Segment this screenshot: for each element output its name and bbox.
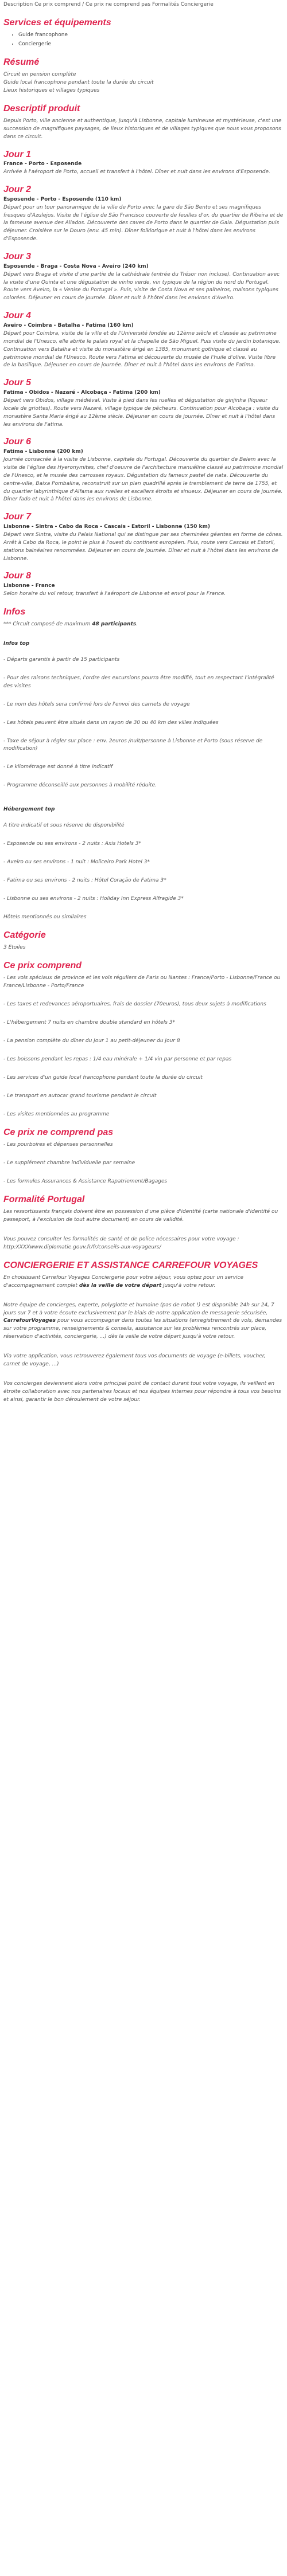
infos-top-list bbox=[3, 656, 284, 790]
day-route: France - Porto - Esposende bbox=[3, 161, 82, 167]
conciergerie-intro-suffix: jusqu'à votre retour. bbox=[161, 1282, 216, 1289]
excludes-title: Ce prix ne comprend pas bbox=[3, 1127, 114, 1137]
infos-top-item: - Programme déconseillé aux personnes à mobilité réduite. bbox=[3, 782, 157, 789]
day-text: Journée consacrée à la visite de Lisbonne, capitale du Portugal. Découverte du quartier de Belem avec la visite de l'église des Hyeronymites, chef d'oeuvre de l'architecture manuéline classé au patrimoine mondial de l'Unesco, et le musée des carrosses royaux. Dégustation du fameux pastel de nata. Découverte du centre-ville, Baixa Pombalina, reconstruit sur un plan quadrillé après le tremblement de terre de 1755, et du quartier labyrinthique d'Alfama aux ruelles et escaliers étroits et sinueux. Déjeuner en cours de journée. Dîner fado et nuit à l'hôtel dans les environs de Lisbonne. bbox=[3, 456, 284, 503]
formalites-identity: Les ressortissants français doivent être en possession d'une pièce d'identité (carte nationale d'identité ou passeport, à l'exclusion de tout autre document) en cours de validité. bbox=[3, 1208, 278, 1223]
includes-item: - Le transport en autocar grand tourisme pendant le circuit bbox=[3, 1093, 157, 1099]
includes-item: - La pension complète du dîner du Jour 1 au petit-déjeuner du Jour 8 bbox=[3, 1038, 180, 1044]
includes-item: - L'hébergement 7 nuits en chambre double standard en hôtels 3* bbox=[3, 1019, 175, 1025]
hotel-list bbox=[3, 840, 284, 903]
infos-top-item: - Pour des raisons techniques, l'ordre des excursions pourra être modifié, tout en respectant l'intégralité des visites bbox=[3, 675, 274, 689]
hotel-top-title: Hébergement top bbox=[3, 807, 55, 813]
conciergerie-app-name: CarrefourVoyages bbox=[3, 1318, 56, 1324]
resume-line: Lieux historiques et villages typiques bbox=[3, 88, 100, 94]
formalites-title: Formalité Portugal bbox=[3, 1194, 85, 1204]
day-route: Lisbonne - France bbox=[3, 582, 55, 589]
excludes-item: - Le supplément chambre individuelle par semaine bbox=[3, 1160, 135, 1166]
infos-participants bbox=[3, 621, 284, 629]
conciergerie-title: CONCIERGERIE ET ASSISTANCE CARREFOUR VOYAGES bbox=[3, 1260, 258, 1270]
infos-participants-prefix: *** Circuit composé de maximum bbox=[3, 621, 92, 627]
day-title: Jour 8 bbox=[3, 571, 32, 581]
conciergerie-team-suffix: pour vous accompagner dans toutes les situations (enregistrement de vols, demandes sur votre programme, renseignements & conseils, assistance sur les problèmes rencontrés sur place, réservation d'activités, conciergerie, ...) dès la veille de votre départ jusqu'à votre retour. bbox=[3, 1318, 282, 1340]
excludes-item: - Les formules Assurances & Assistance Rapatriement/Bagages bbox=[3, 1178, 168, 1184]
day-title: Jour 7 bbox=[3, 512, 32, 522]
day-route: Lisbonne - Sintra - Cabo da Roca - Cascais - Estoril - Lisbonne (150 km) bbox=[3, 523, 210, 530]
itinerary bbox=[3, 150, 284, 598]
infos-top-item: - Le nom des hôtels sera confirmé lors de l'envoi des carnets de voyage bbox=[3, 701, 190, 707]
resume-title: Résumé bbox=[3, 57, 40, 67]
formalites-health-link[interactable]: Vous pouvez consulter les formalités de santé et de police nécessaires pour votre voyage : http:XXXXwww.diplomatie.gouv.fr/fr/conseils-aux-voyageurs/ bbox=[3, 1236, 239, 1250]
infos-participants-suffix: . bbox=[136, 621, 138, 627]
day-text: Départ pour un tour panoramique de la ville de Porto avec la gare de São Bento et ses magnifiques fresques d'Azulejos. Visite de l'église de São Francisco couverte de feuilles d'or, du quartier de Ribeira et de la fameuse avenue des Aliados. Découverte des caves de Porto dans le quartier de Gaia. Dégustation puis déjeuner. Croisière sur le Douro (env. 45 min). Dîner folklorique et nuit à l'hôtel dans les environs d'Esposende. bbox=[3, 204, 284, 242]
hotel-item: - Esposende ou ses environs - 2 nuits : Axis Hotels 3* bbox=[3, 841, 141, 847]
infos-top-item: - Le kilométrage est donné à titre indicatif bbox=[3, 764, 113, 770]
conciergerie-contact: Vos concierges deviennent alors votre principal point de contact durant tout votre voyage, ils veillent en étroite collaboration avec nos partenaires locaux et nos équipes internes pour répondre à tous vos besoins et ainsi, garantir le bon déroulement de votre séjour. bbox=[3, 1381, 281, 1403]
service-item: • Guide francophone bbox=[18, 32, 284, 40]
hotel-item: - Lisbonne ou ses environs - 2 nuits : Holiday Inn Express Alfragide 3* bbox=[3, 895, 184, 902]
infos-participants-count: 48 participants bbox=[92, 621, 137, 627]
day-text: Départ pour Coimbra, visite de la ville et de l'Université fondée au 12ème siècle et classée au patrimoine mondial de l'Unesco, elle abrite le palais royal et la chapelle de São Miguel. Puis visite du jardin botanique. Continuation vers Batalha et visite du monastère érigé en 1385, monument gothique et classé au patrimoine mondial de l'Unesco. Route vers Fatima et découverte du musée de l'huile d'olive. Visite libre de la basilique. Déjeuner en cours de journée. Dîner et nuit à l'hôtel dans les environs de Fatima. bbox=[3, 330, 281, 369]
services-title: Services et équipements bbox=[3, 17, 111, 28]
day-title: Jour 3 bbox=[3, 252, 32, 262]
day-route: Esposende - Braga - Costa Nova - Aveiro (240 km) bbox=[3, 263, 149, 269]
resume-block bbox=[3, 71, 284, 95]
resume-line: Circuit en pension complète bbox=[3, 72, 76, 78]
day-title: Jour 1 bbox=[3, 150, 32, 159]
includes-item: - Les boissons pendant les repas : 1/4 eau minérale + 1/4 vin par personne et par repas bbox=[3, 1056, 232, 1062]
services-list bbox=[3, 32, 284, 49]
conciergerie-team-prefix: Notre équipe de concierges, experte, polyglotte et humaine (pas de robot !) est disponible 24h sur 24, 7 jours sur 7 et à votre écoute exclusivement par le biais de notre application de messagerie sécurisée, bbox=[3, 1302, 274, 1316]
infos-top-item: - Taxe de séjour à régler sur place : env. 2euros /nuit/personne à Lisbonne et Porto (sous réserve de modification) bbox=[3, 738, 263, 752]
day-route: Aveiro - Coimbra - Batalha - Fatima (160 km) bbox=[3, 322, 134, 328]
infos-title: Infos bbox=[3, 606, 26, 617]
hotel-note: Hôtels mentionnés ou similaires bbox=[3, 914, 87, 920]
day-route: Esposende - Porto - Esposende (110 km) bbox=[3, 196, 122, 202]
excludes-item: - Les pourboires et dépenses personnelles bbox=[3, 1141, 113, 1148]
day-title: Jour 2 bbox=[3, 185, 32, 195]
includes-item: - Les visites mentionnées au programme bbox=[3, 1111, 110, 1117]
conciergerie-intro-highlight: dès la veille de votre départ bbox=[79, 1282, 162, 1289]
includes-list bbox=[3, 974, 284, 1118]
day-route: Fatima - Lisbonne (200 km) bbox=[3, 448, 83, 455]
day-text: Départ vers Braga et visite d'une partie de la cathédrale (entrée du Trésor non incluse). Continuation avec la visite d'une Quinta et une dégustation de vinho verde, vin typique de la région du nord du Portugal. Route vers Aveiro, la « Venise du Portugal ». Puis, visite de Costa Nova et ses palheiros, maisons typiques colorées. Déjeuner en cours de journée. Dîner et nuit à l'hôtel dans les environs d'Aveiro. bbox=[3, 271, 280, 302]
resume-line: Guide local francophone pendant toute la durée du circuit bbox=[3, 80, 154, 86]
conciergerie-intro-prefix: En choisissant Carrefour Voyages Conciergerie pour votre séjour, vous optez pour un service d'accompagnement complet bbox=[3, 1274, 243, 1289]
day-title: Jour 6 bbox=[3, 437, 32, 447]
infos-top-item: - Les hôtels peuvent être situés dans un rayon de 30 ou 40 km des villes indiquées bbox=[3, 719, 219, 726]
descriptif-title: Descriptif produit bbox=[3, 104, 80, 113]
category-title: Catégorie bbox=[3, 930, 46, 940]
service-item: • Conciergerie bbox=[18, 41, 284, 49]
includes-item: - Les services d'un guide local francophone pendant toute la durée du circuit bbox=[3, 1074, 203, 1080]
day-text: Départ vers Obidos, village médiéval. Visite à pied dans les ruelles et dégustation de ginjinha (liqueur locale de griottes). Route vers Nazaré, village typique de pêcheurs. Continuation pour Alcobaça : visite du monastère Santa Maria érigé au 12ème siècle. Déjeuner en cours de journée. Dîner et nuit à l'hôtel dans les environs de Fatima. bbox=[3, 397, 279, 428]
conciergerie-team bbox=[3, 1302, 284, 1342]
includes-item: - Les vols spéciaux de province et les vols réguliers de Paris ou Nantes : France/Porto - Lisbonne/France ou France/Lisbonne - Porto/France bbox=[3, 975, 281, 989]
conciergerie-intro bbox=[3, 1274, 284, 1290]
category-value: 3 Etoiles bbox=[3, 945, 26, 950]
infos-top-item: - Départs garantis à partir de 15 participants bbox=[3, 656, 120, 663]
day-text: Arrivée à l'aéroport de Porto, accueil et transfert à l'hôtel. Dîner et nuit dans les environs d'Esposende. bbox=[3, 169, 270, 175]
conciergerie-documents: Via votre application, vous retrouverez également tous vos documents de voyage (e-billets, voucher, carnet de voyage, ...) bbox=[3, 1353, 266, 1368]
day-route: Fatima - Obidos - Nazaré - Alcobaça - Fatima (200 km) bbox=[3, 389, 161, 396]
includes-title: Ce prix comprend bbox=[3, 960, 82, 970]
day-title: Jour 4 bbox=[3, 311, 32, 321]
descriptif-text: Depuis Porto, ville ancienne et authentique, jusqu'à Lisbonne, capitale lumineuse et mystérieuse, c'est une succession de magnifiques paysages, de lieux historiques et de villages typiques que nous vous proposons dans ce circuit. bbox=[3, 118, 282, 140]
hotel-intro: A titre indicatif et sous réserve de disponibilité bbox=[3, 823, 125, 829]
day-text: Départ vers Sintra, visite du Palais National qui se distingue par ses cheminées géantes en forme de cônes. Arrêt à Cabo da Roca, le point le plus à l'ouest du continent européen. Puis, route vers Cascais et Estoril, stations balnéaires renommées. Déjeuner en cours de journée. Dîner et nuit à l'hôtel dans les environs de Lisbonne. bbox=[3, 531, 283, 562]
hotel-item: - Fatima ou ses environs - 2 nuits : Hôtel Coração de Fatima 3* bbox=[3, 878, 166, 883]
includes-item: - Les taxes et redevances aéroportuaires, frais de dossier (70euros), tous deux sujets à modifications bbox=[3, 1001, 266, 1007]
tab-nav[interactable]: Description Ce prix comprend / Ce prix ne comprend pas Formalités Conciergerie bbox=[3, 2, 214, 7]
day-text: Selon horaire du vol retour, transfert à l'aéroport de Lisbonne et envol pour la France. bbox=[3, 590, 226, 597]
day-title: Jour 5 bbox=[3, 378, 32, 388]
infos-top-title: Infos top bbox=[3, 640, 30, 647]
hotel-item: - Aveiro ou ses environs - 1 nuit : Moliceiro Park Hotel 3* bbox=[3, 859, 150, 866]
excludes-list bbox=[3, 1141, 284, 1186]
